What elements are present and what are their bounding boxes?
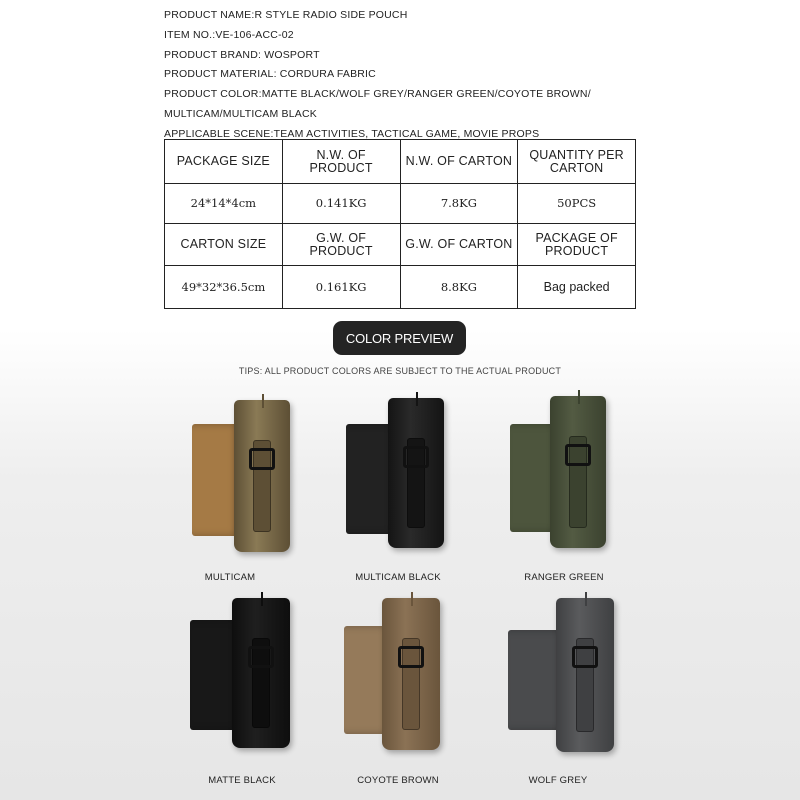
table-cell: N.W. OF PRODUCT xyxy=(282,140,400,184)
drawcord xyxy=(261,592,263,606)
spec-table xyxy=(164,139,636,309)
buckle-icon xyxy=(403,446,429,468)
pouch-image xyxy=(484,388,644,568)
product-material: PRODUCT MATERIAL: CORDURA FABRIC xyxy=(164,68,376,81)
drawcord xyxy=(262,394,264,408)
pouch-image xyxy=(318,388,478,568)
product-multicam[interactable] xyxy=(150,388,310,588)
product-caption: WOLF GREY xyxy=(528,775,588,786)
product-name: PRODUCT NAME:R STYLE RADIO SIDE POUCH xyxy=(164,9,408,21)
product-color-line1: PRODUCT COLOR:MATTE BLACK/WOLF GREY/RANGER GREEN/COYOTE BROWN/ xyxy=(164,88,591,101)
table-cell: 8.8KG xyxy=(400,266,518,309)
table-cell: 49*32*36.5cm xyxy=(165,266,283,309)
buckle-icon xyxy=(248,646,274,668)
product-caption: MULTICAM BLACK xyxy=(355,572,441,583)
product-specs xyxy=(164,6,591,145)
buckle-icon xyxy=(398,646,424,668)
table-cell: N.W. OF CARTON xyxy=(400,140,518,184)
product-color-line2: MULTICAM/MULTICAM BLACK xyxy=(164,107,317,120)
product-caption: COYOTE BROWN xyxy=(357,775,439,786)
buckle-icon xyxy=(572,646,598,668)
buckle-icon xyxy=(565,444,591,466)
product-wolf-grey[interactable] xyxy=(478,594,638,794)
color-tips: TIPS: ALL PRODUCT COLORS ARE SUBJECT TO THE ACTUAL PRODUCT xyxy=(238,366,562,376)
table-cell: 50PCS xyxy=(518,184,636,224)
table-cell: 0.161KG xyxy=(282,266,400,309)
product-coyote-brown[interactable] xyxy=(318,594,478,794)
table-cell: 0.141KG xyxy=(282,184,400,224)
color-preview-button[interactable]: COLOR PREVIEW xyxy=(333,321,466,355)
table-cell: Bag packed xyxy=(518,266,636,309)
buckle-icon xyxy=(249,448,275,470)
table-cell: CARTON SIZE xyxy=(165,224,283,266)
table-row xyxy=(165,140,636,184)
pouch-image xyxy=(478,594,638,772)
table-cell: PACKAGE SIZE xyxy=(165,140,283,184)
drawcord xyxy=(578,390,580,404)
table-cell: G.W. OF CARTON xyxy=(400,224,518,266)
applicable-scene: APPLICABLE SCENE:TEAM ACTIVITIES, TACTICAL GAME, MOVIE PROPS xyxy=(164,127,540,140)
item-number: ITEM NO.:VE-106-ACC-02 xyxy=(164,28,294,41)
table-cell: 24*14*4cm xyxy=(165,184,283,224)
table-cell: PACKAGE OF PRODUCT xyxy=(518,224,636,266)
product-caption: MULTICAM xyxy=(204,572,256,583)
pouch-image xyxy=(150,388,310,568)
table-row xyxy=(165,266,636,309)
table-row xyxy=(165,224,636,266)
drawcord xyxy=(416,392,418,406)
product-multicam-black[interactable] xyxy=(318,388,478,588)
pouch-image xyxy=(162,594,322,772)
product-matte-black[interactable] xyxy=(162,594,322,794)
product-caption: MATTE BLACK xyxy=(208,775,276,786)
table-cell: 7.8KG xyxy=(400,184,518,224)
pouch-image xyxy=(318,594,478,772)
drawcord xyxy=(585,592,587,606)
table-cell: QUANTITY PER CARTON xyxy=(518,140,636,184)
product-caption: RANGER GREEN xyxy=(524,572,604,583)
drawcord xyxy=(411,592,413,606)
table-cell: G.W. OF PRODUCT xyxy=(282,224,400,266)
product-brand: PRODUCT BRAND: WOSPORT xyxy=(164,48,320,61)
product-ranger-green[interactable] xyxy=(484,388,644,588)
table-row xyxy=(165,184,636,224)
